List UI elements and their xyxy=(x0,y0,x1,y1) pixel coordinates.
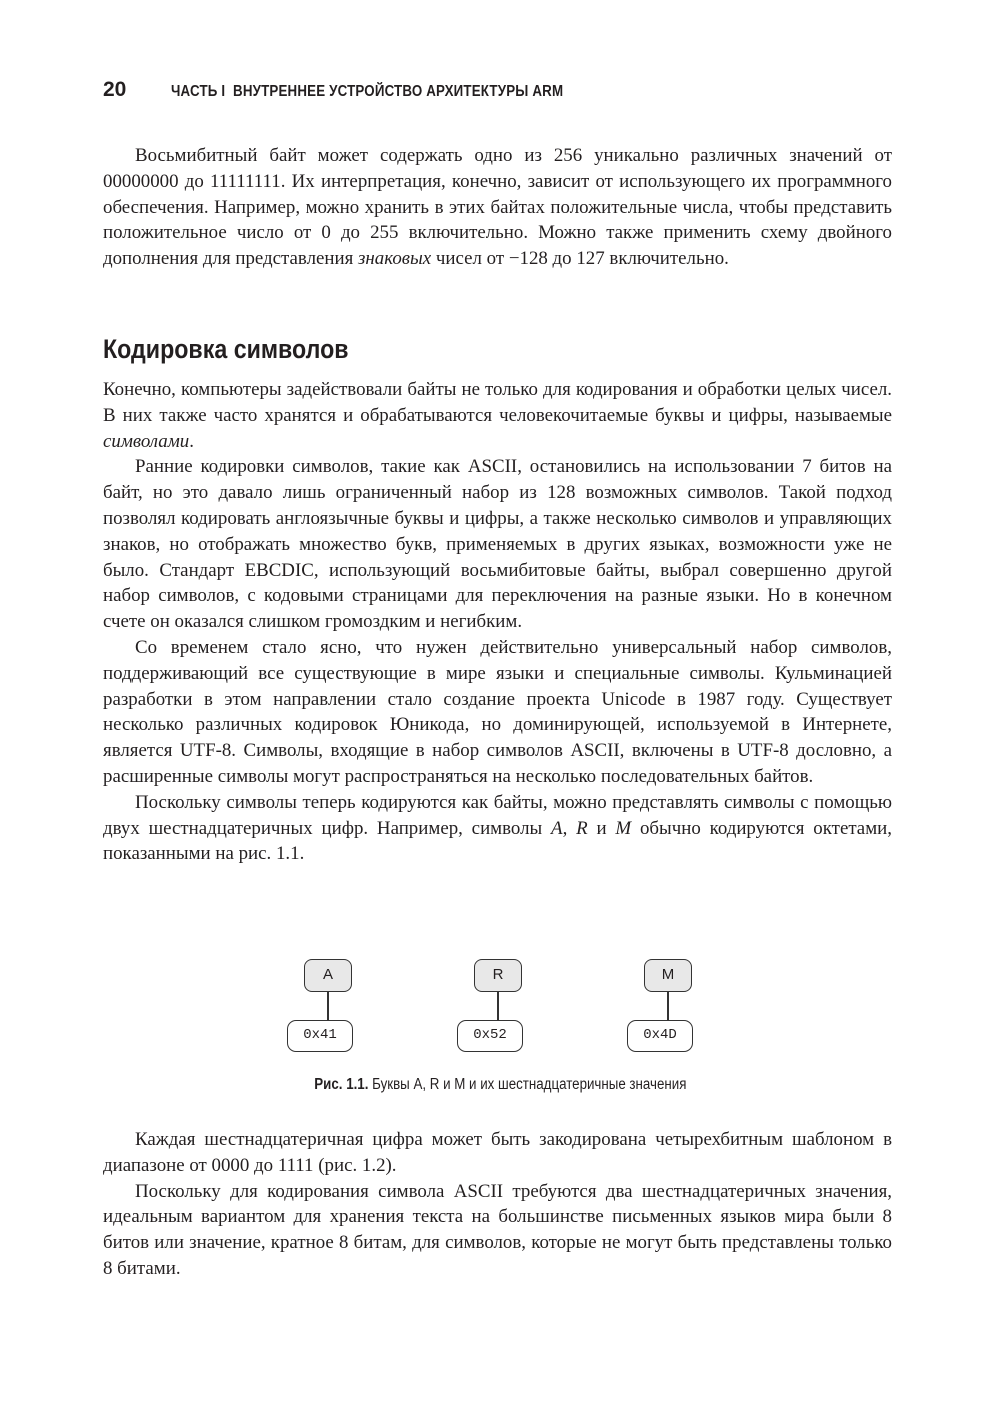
figure-1-1 xyxy=(0,955,1000,1115)
section-paragraph-1 xyxy=(103,377,892,454)
separator: , xyxy=(562,817,577,839)
section-paragraph-2: Ранние кодировки символов, такие как ASCII, остановились на использовании 7 битов на байт, но это давало лишь ограниченный набор из 128 возможных символов. Такой подход позволял кодировать англоязычные буквы и цифры, а также несколько символов и управляющих знаков, но отображать множество букв, применяемых в других языках, возможности уже не было. Стандарт EBCDIC, использующий восьмибитовые байты, выбрал совершенно другой набор символов, с кодовыми страницами для переключения на разные языки. Но в конечном счете он оказался слишком громоздким и негибким. xyxy=(103,456,892,633)
intro-text-b: чисел от −128 до 127 включительно. xyxy=(431,248,729,270)
after-paragraph-2: Поскольку для кодирования символа ASCII требуются два шестнадцатеричных значения, идеальным вариантом для хранения текста на большинстве письменных языков мира были 8 битов или значение, кратное 8 битам, для символов, которые не могут быть представлены только 8 битами. xyxy=(103,1180,892,1279)
letter-box: M xyxy=(644,959,692,992)
after-figure-block xyxy=(103,1127,892,1282)
figure-caption xyxy=(0,1076,1000,1094)
hex-box: 0x52 xyxy=(457,1020,523,1052)
connector-line xyxy=(667,992,669,1020)
letter-r-italic: R xyxy=(576,817,588,839)
caption-text: Буквы A, R и M и их шестнадцатеричные значения xyxy=(368,1076,687,1093)
hex-box: 0x4D xyxy=(627,1020,693,1052)
intro-block xyxy=(103,143,892,272)
caption-label: Рис. 1.1. xyxy=(313,1076,369,1093)
section-p4-text-b: обычно кодируются октетами, показанными на рис. 1.1. xyxy=(103,817,892,865)
section-p1-text-b: . xyxy=(189,430,194,452)
connector-line xyxy=(497,992,499,1020)
section-paragraph-4 xyxy=(103,790,892,867)
connector-line xyxy=(327,992,329,1020)
letter-m-italic: M xyxy=(615,817,632,839)
intro-paragraph xyxy=(103,143,892,272)
letter-box: A xyxy=(304,959,352,992)
hex-box: 0x41 xyxy=(287,1020,353,1052)
section-p1-text-a: Конечно, компьютеры задействовали байты не только для кодирования и обработки целых чисел. В них также часто хранятся и обрабатываются человекочитаемые буквы и цифры, называемые xyxy=(103,379,892,426)
running-head: ЧАСТЬ I ВНУТРЕННЕЕ УСТРОЙСТВО АРХИТЕКТУРЫ ARM xyxy=(171,83,564,100)
section-p1-emphasis: символами xyxy=(103,430,190,452)
page-header xyxy=(103,78,627,108)
page-number: 20 xyxy=(103,78,127,101)
section-p4-text-a: Поскольку символы теперь кодируются как байты, можно представлять символы с помощью двух шестнадцатеричных цифр. Например, символы xyxy=(103,791,892,839)
section-heading: Кодировка символов xyxy=(103,334,349,364)
section-body xyxy=(103,377,892,867)
after-paragraph-1: Каждая шестнадцатеричная цифра может быть закодирована четырехбитным шаблоном в диапазоне от 0000 до 1111 (рис. 1.2). xyxy=(103,1129,892,1176)
intro-emphasis: знаковых xyxy=(358,248,432,270)
conjunction: и xyxy=(587,817,616,839)
letter-box: R xyxy=(474,959,522,992)
intro-text-a: Восьмибитный байт может содержать одно из 256 уникально различных значений от 00000000 до 11111111. Их интерпретация, конечно, зависит от использующего их программного обеспечения. Например, можно хранить в этих байтах положительные числа, чтобы представить положительное число от 0 до 255 включительно. Можно также применить схему двойного дополнения для представления xyxy=(103,145,892,270)
letter-a-italic: A xyxy=(551,817,563,839)
section-paragraph-3: Со временем стало ясно, что нужен действительно универсальный набор символов, поддерживающий все существующие в мире языки и специальные символы. Кульминацией разработки в этом направлении стало создание проекта Unicode в 1987 году. Существует несколько различных кодировок Юникода, но доминирующей, используемой в Интернете, является UTF-8. Символы, входящие в набор символов ASCII, включены в UTF-8 дословно, а расширенные символы могут распространяться на несколько последовательных байтов. xyxy=(103,636,892,787)
